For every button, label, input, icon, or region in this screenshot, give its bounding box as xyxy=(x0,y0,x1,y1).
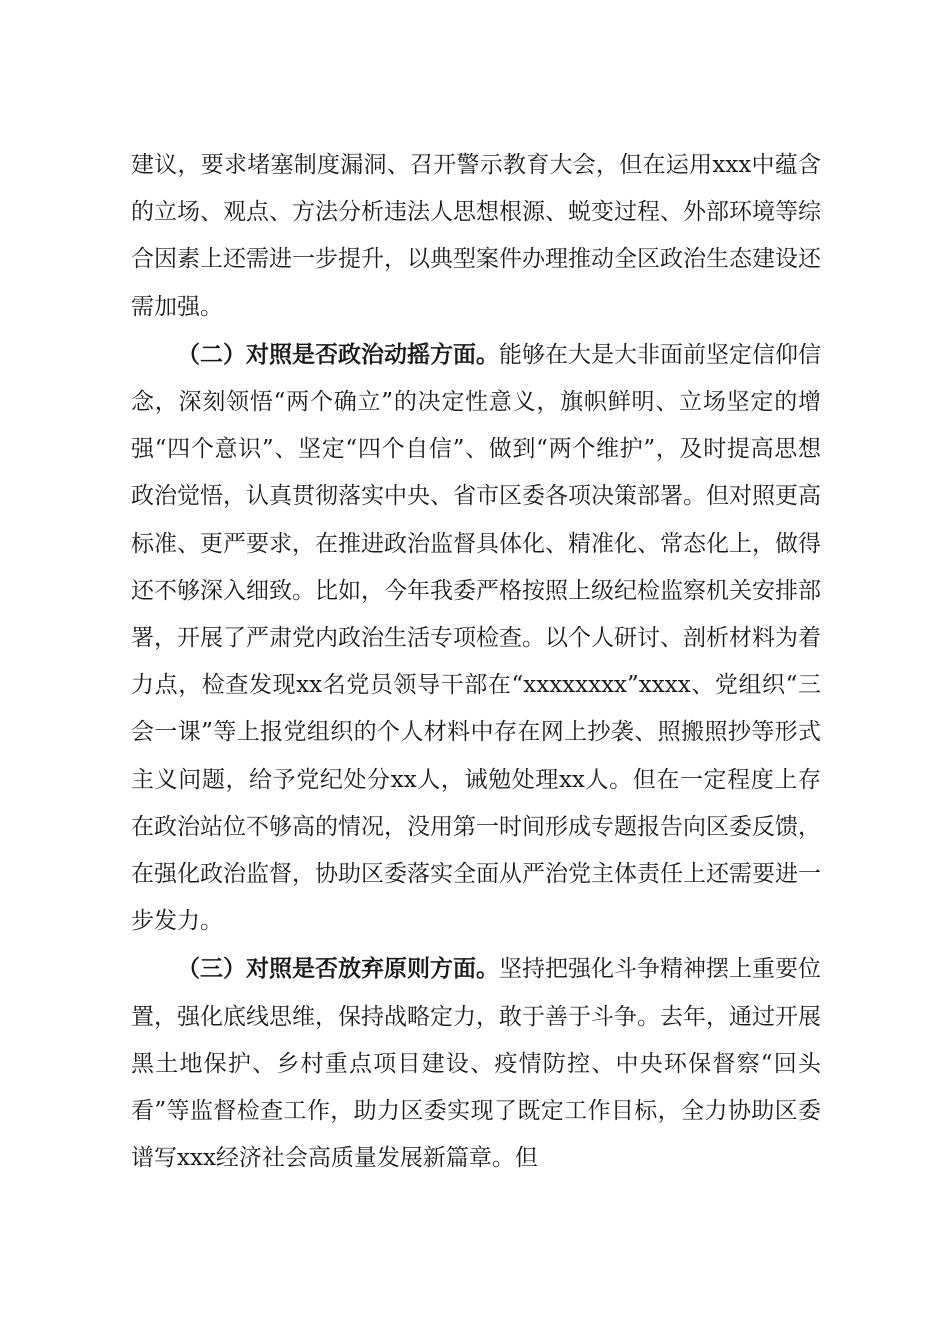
paragraph-3-text: 坚持把强化斗争精神摆上重要位置，强化底线思维，保持战略定力，敢于善于斗争。去年，通过开展黑土地保护、乡村重点项目建设、疫情防控、中央环保督察“回头看”等监督检查工作，助力区委实现了既定工作目标，全力协助区委谱写xxx经济社会高质量发展新篇章。但 xyxy=(131,956,821,1172)
paragraph-2 xyxy=(131,331,821,946)
paragraph-3-heading: （三）对照是否放弃原则方面。 xyxy=(177,955,499,983)
paragraph-1 xyxy=(131,141,821,331)
paragraph-2-heading: （二）对照是否政治动摇方面。 xyxy=(177,340,499,368)
paragraph-2-text: 能够在大是大非面前坚定信仰信念，深刻领悟“两个确立”的决定性意义，旗帜鲜明、立场坚定的增强“四个意识”、坚定“四个自信”、做到“两个维护”，及时提高思想政治觉悟，认真贯彻落实中央、省市区委各项决策部署。但对照更高标准、更严要求，在推进政治监督具体化、精准化、常态化上，做得还不够深入细致。比如，今年我委严格按照上级纪检监察机关安排部署，开展了严肃党内政治生活专项检查。以个人研讨、剖析材料为着力点，检查发现xx名党员领导干部在“xxxxxxxx”xxxx、党组织“三会一课”等上报党组织的个人材料中存在网上抄袭、照搬照抄等形式主义问题，给予党纪处分xx人，诫勉处理xx人。但在一定程度上存在政治站位不够高的情况，没用第一时间形成专题报告向区委反馈，在强化政治监督，协助区委落实全面从严治党主体责任上还需要进一步发力。 xyxy=(131,341,821,935)
paragraph-1-text: 建议，要求堵塞制度漏洞、召开警示教育大会，但在运用xxx中蕴含的立场、观点、方法分析违法人思想根源、蜕变过程、外部环境等综合因素上还需进一步提升，以典型案件办理推动全区政治生态建设还需加强。 xyxy=(131,152,821,320)
paragraph-3 xyxy=(131,945,821,1182)
document-body xyxy=(131,141,821,1182)
